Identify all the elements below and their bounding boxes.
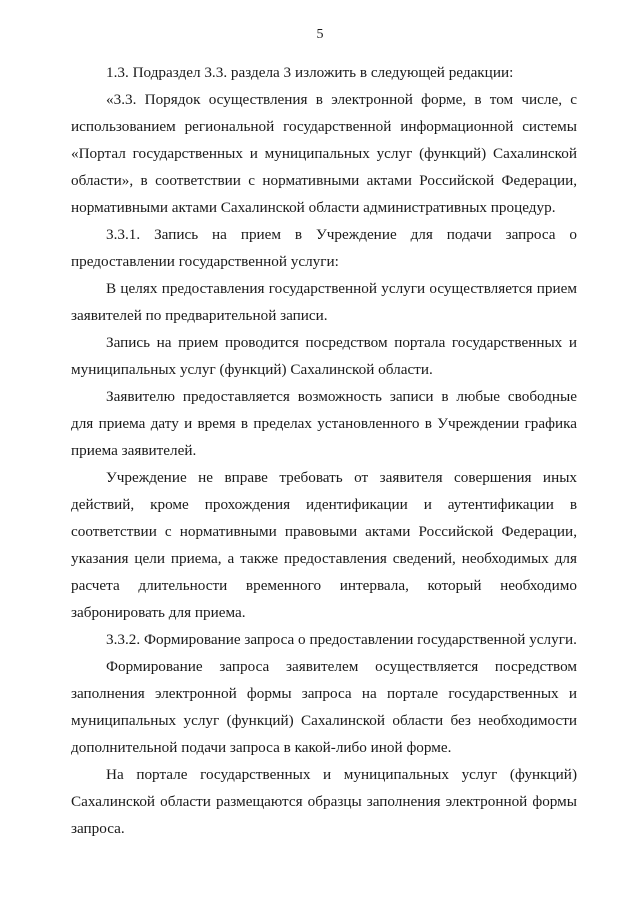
paragraph-form-samples: На портале государственных и муниципальных услуг (функций) Сахалинской области размещаются образцы заполнения электронной формы запроса. xyxy=(71,766,577,837)
paragraph-section-3-3-title: «3.3. Порядок осуществления в электронной форме, в том числе, с использованием региональной государственной информационной системы «Портал государственных и муниципальных услуг (функций) Сахалинской области», в соответствии с нормативными актами Российской Федерации, нормативными актами Сахалинской области административных процедур. xyxy=(71,91,577,216)
paragraph-no-extra-requirements: Учреждение не вправе требовать от заявителя совершения иных действий, кроме прохождения идентификации и аутентификации в соответствии с нормативными правовыми актами Российской Федерации, указания цели приема, а также предоставления сведений, необходимых для расчета длительности временного интервала, который необходимо забронировать для приема. xyxy=(71,469,577,621)
paragraph-3-3-2-heading: 3.3.2. Формирование запроса о предоставлении государственной услуги. xyxy=(106,631,577,648)
paragraph-free-slots: Заявителю предоставляется возможность записи в любые свободные для приема дату и время в пределах установленного в Учреждении графика приема заявителей. xyxy=(71,388,577,459)
paragraph-amendment-intro: 1.3. Подраздел 3.3. раздела 3 изложить в следующей редакции: xyxy=(106,64,514,81)
paragraph-electronic-form: Формирование запроса заявителем осуществляется посредством заполнения электронной формы запроса на портале государственных и муниципальных услуг (функций) Сахалинской области без необходимости дополнительной подачи запроса в какой-либо иной форме. xyxy=(71,658,577,756)
paragraph-preliminary-appointment: В целях предоставления государственной услуги осуществляется прием заявителей по предварительной записи. xyxy=(71,280,577,324)
page-number: 5 xyxy=(316,27,324,42)
paragraph-3-3-1-heading: 3.3.1. Запись на прием в Учреждение для подачи запроса о предоставлении государственной услуги: xyxy=(71,226,577,270)
document-body xyxy=(71,59,577,842)
paragraph-appointment-via-portal: Запись на прием проводится посредством портала государственных и муниципальных услуг (функций) Сахалинской области. xyxy=(71,334,577,378)
